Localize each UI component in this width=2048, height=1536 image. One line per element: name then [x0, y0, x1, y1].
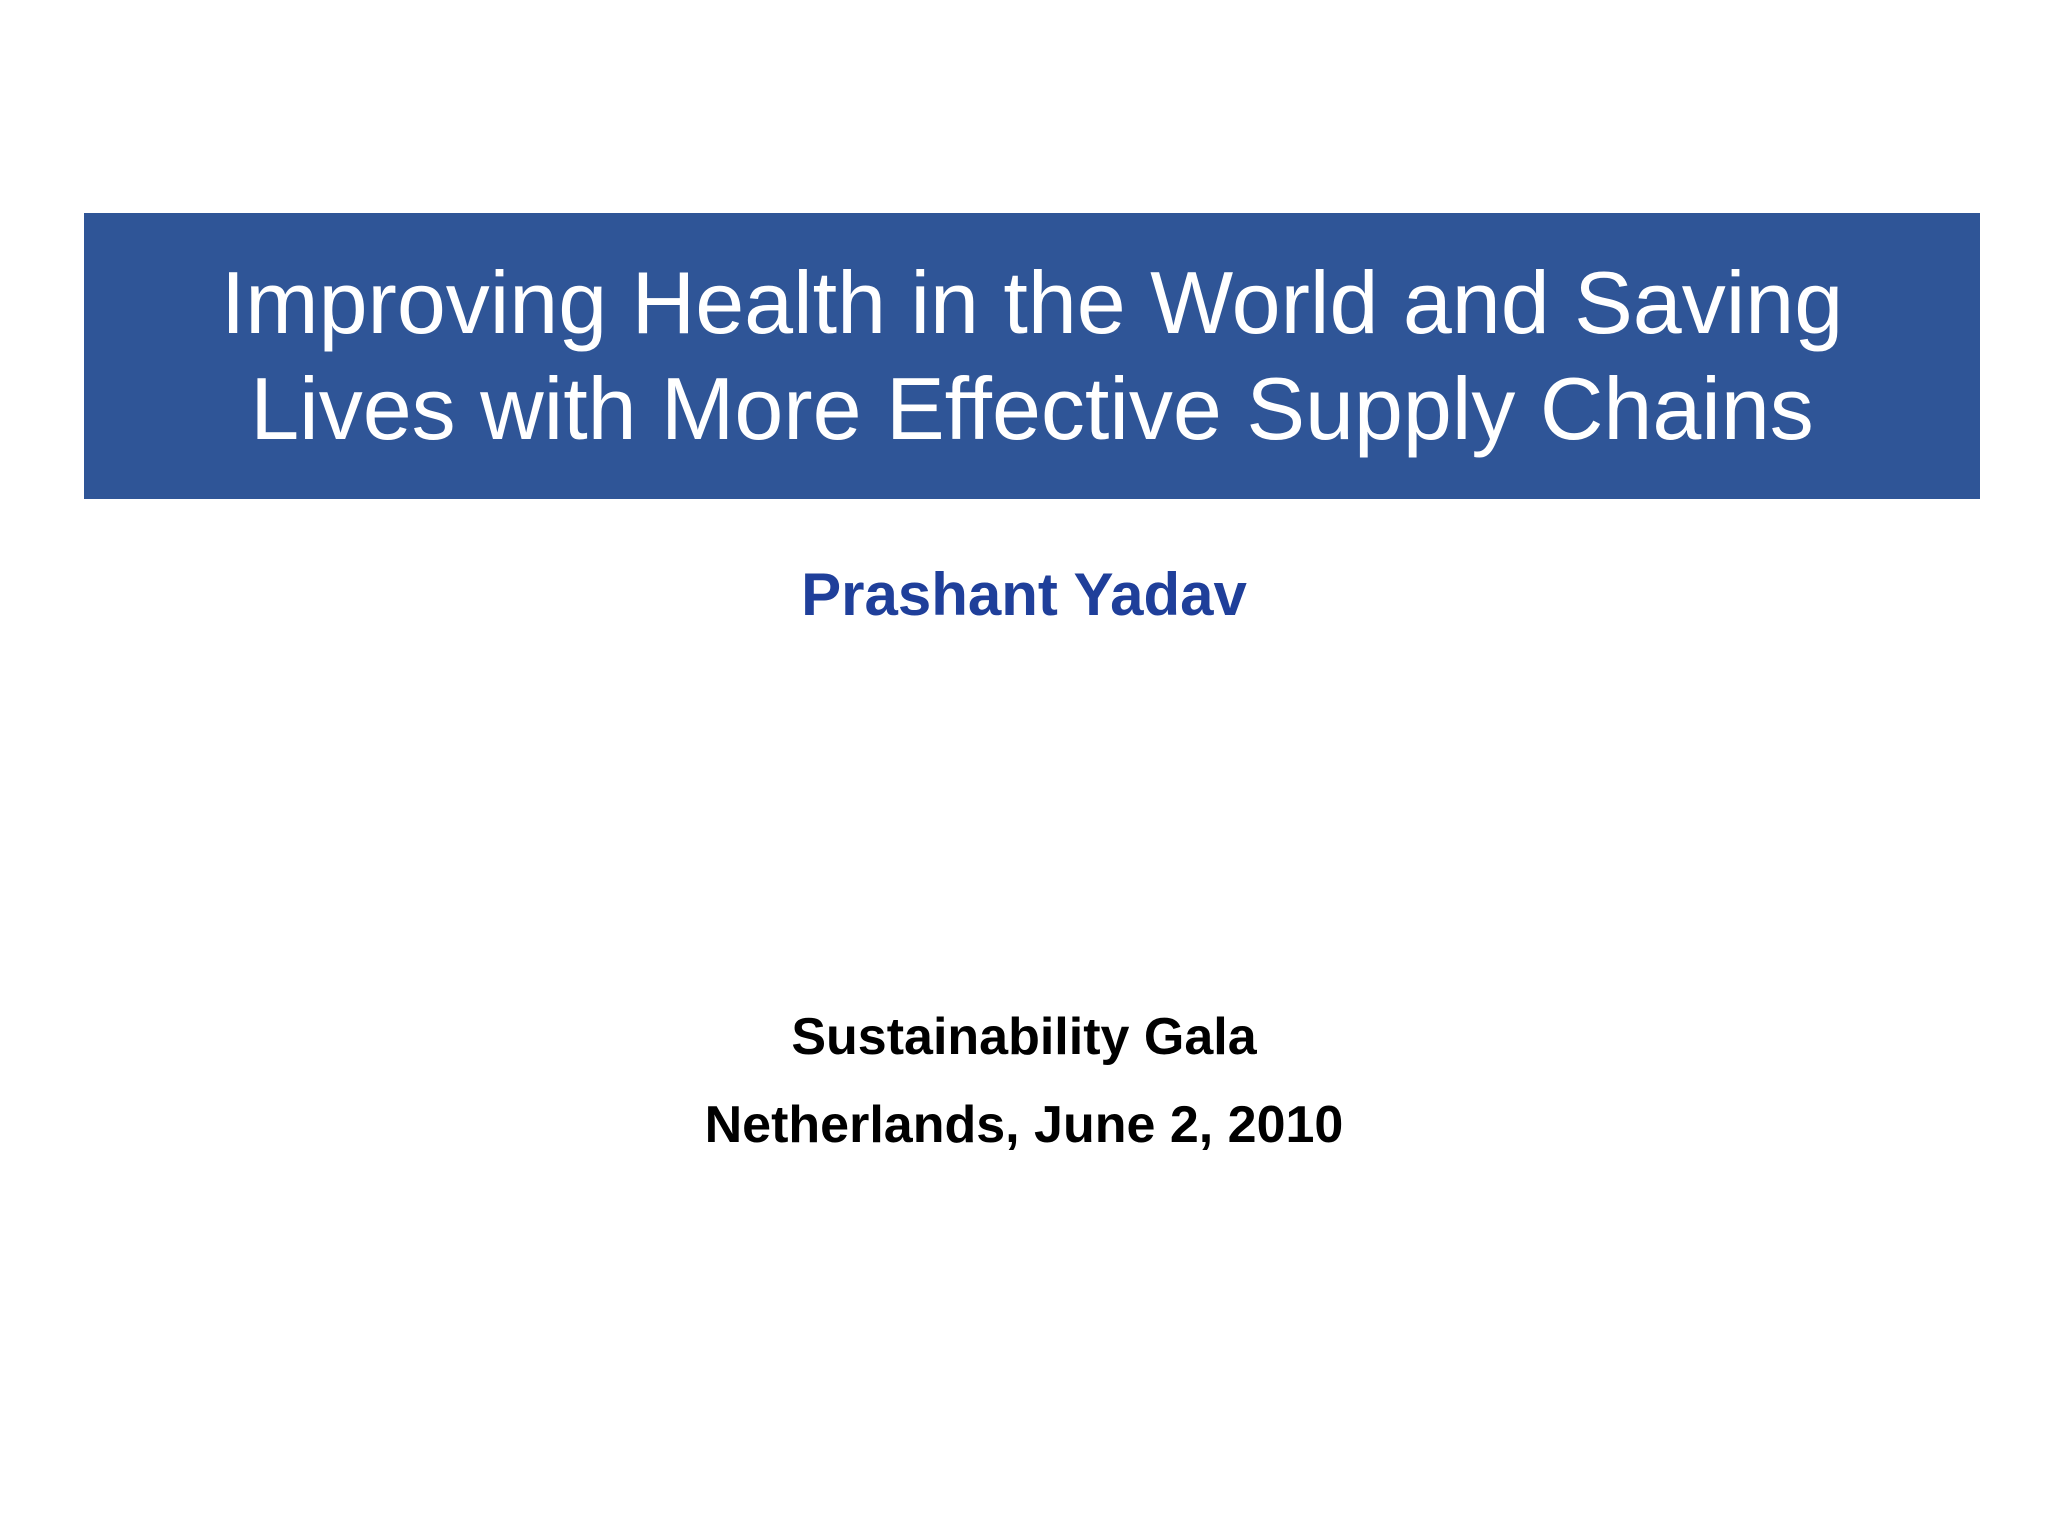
slide-title-line-1: Improving Health in the World and Saving — [220, 253, 1844, 352]
event-name: Sustainability Gala — [791, 1008, 1257, 1066]
slide-title-line-2: Lives with More Effective Supply Chains — [250, 359, 1814, 458]
event-location-date: Netherlands, June 2, 2010 — [704, 1096, 1344, 1154]
title-banner — [84, 213, 1980, 499]
author-name: Prashant Yadav — [801, 561, 1247, 628]
